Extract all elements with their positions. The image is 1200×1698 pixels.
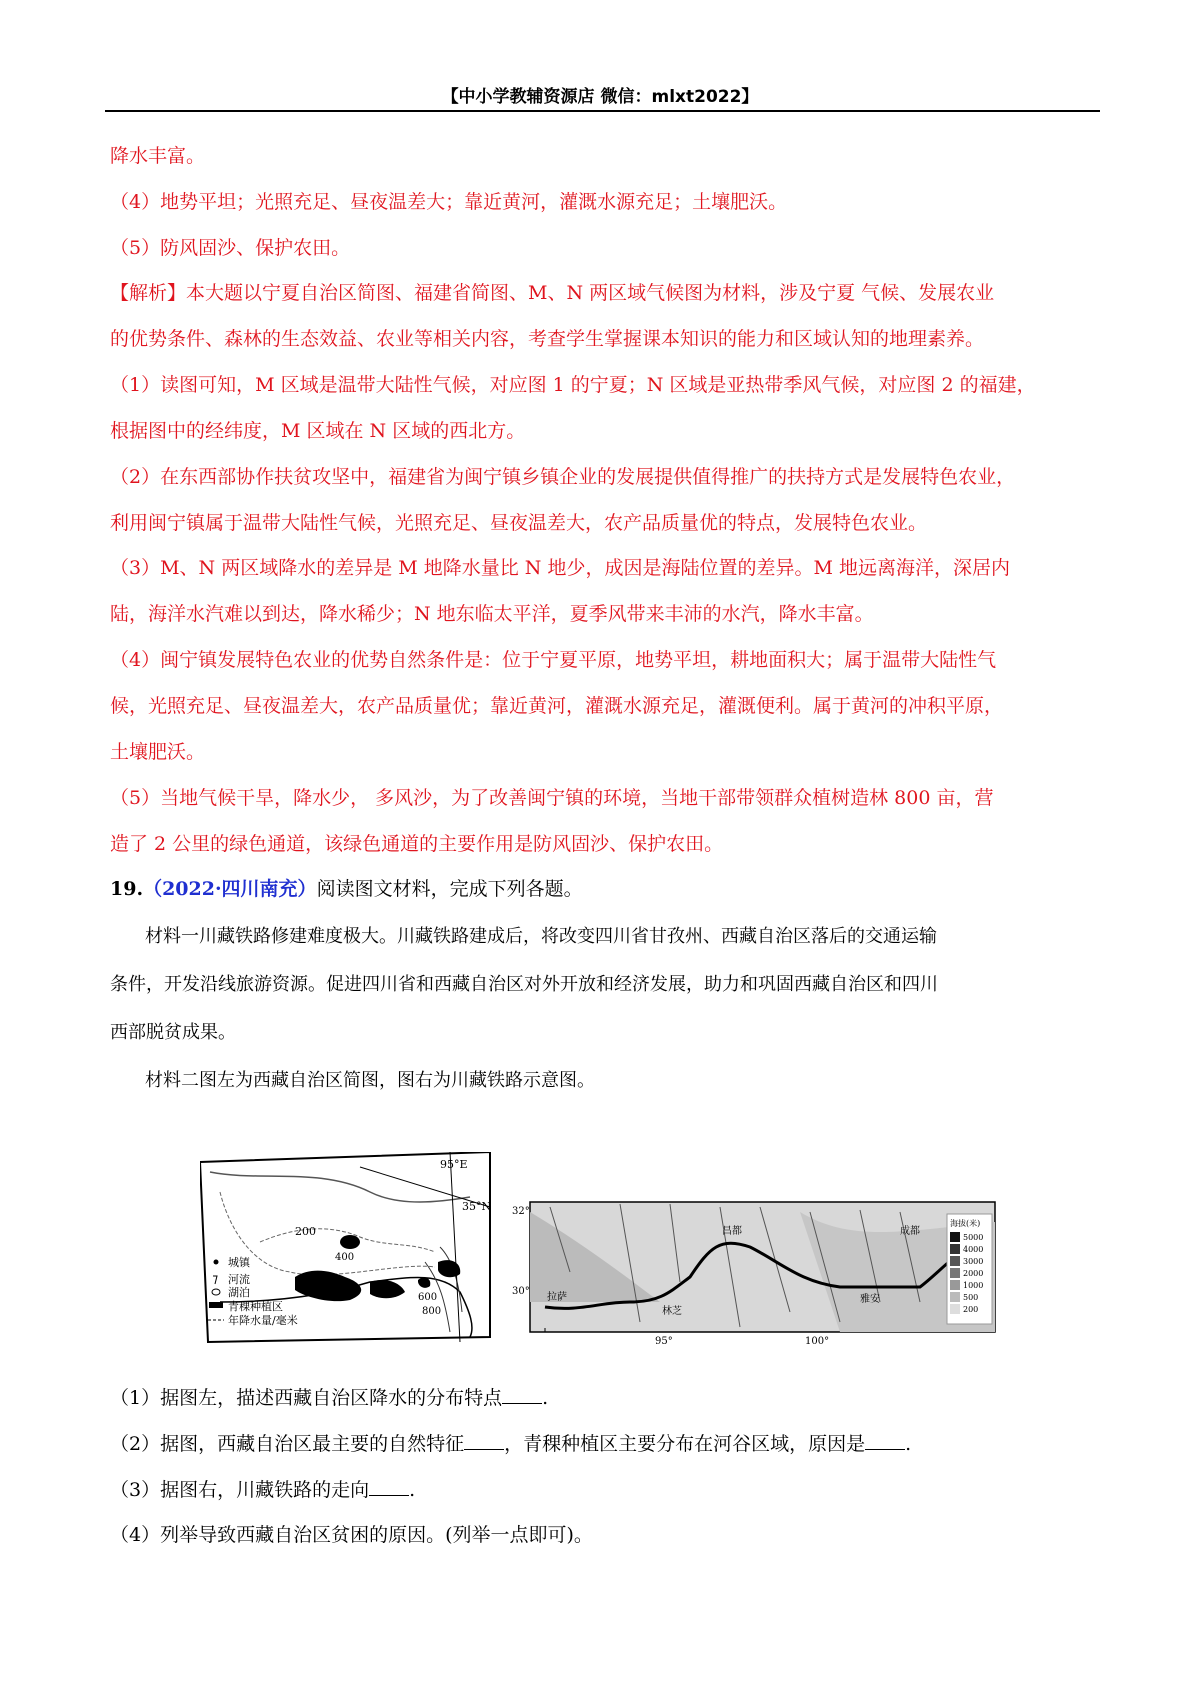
lat-label: 30° bbox=[512, 1286, 530, 1297]
elev-label: 1000 bbox=[963, 1281, 984, 1290]
analysis-line: 【解析】本大题以宁夏自治区简图、福建省简图、M、N 两区域气候图为材料，涉及宁夏 气候、发展农业 bbox=[110, 282, 995, 304]
answer-line: （5）防风固沙、保护农田。 bbox=[110, 237, 351, 259]
page-header: 【中小学教辅资源店 微信：mlxt2022】 bbox=[441, 87, 759, 107]
answer-blank[interactable] bbox=[502, 1385, 542, 1404]
elev-label: 500 bbox=[963, 1293, 979, 1302]
material2-line: 材料二图左为西藏自治区简图，图右为川藏铁路示意图。 bbox=[145, 1070, 595, 1091]
isoline-label: 400 bbox=[335, 1252, 355, 1263]
analysis-line: 根据图中的经纬度，M 区域在 N 区域的西北方。 bbox=[110, 420, 526, 442]
legend-label: 年降水量/毫米 bbox=[228, 1314, 298, 1327]
city-label: 成都 bbox=[900, 1226, 920, 1237]
question-source: （2022·四川南充） bbox=[143, 878, 317, 900]
analysis-line: （3）M、N 两区域降水的差异是 M 地降水量比 N 地少，成因是海陆位置的差异。M 地远离海洋，深居内 bbox=[110, 557, 1010, 579]
sub-question-text: （2）据图，西藏自治区最主要的自然特征 bbox=[110, 1433, 465, 1455]
map-lat-label: 35°N bbox=[462, 1200, 492, 1213]
elev-label: 200 bbox=[963, 1305, 979, 1314]
header-rule bbox=[105, 110, 1100, 112]
elev-label: 5000 bbox=[963, 1233, 984, 1242]
answer-line: 降水丰富。 bbox=[110, 145, 206, 167]
question-19-heading bbox=[110, 877, 583, 901]
sub-question-text: . bbox=[905, 1433, 912, 1455]
city-label: 雅安 bbox=[860, 1294, 880, 1305]
question-prompt: 阅读图文材料，完成下列各题。 bbox=[316, 878, 583, 900]
analysis-line: 利用闽宁镇属于温带大陆性气候，光照充足、昼夜温差大，农产品质量优的特点，发展特色农业。 bbox=[110, 512, 928, 534]
analysis-line: 陆，海洋水汽难以到达，降水稀少；N 地东临太平洋，夏季风带来丰沛的水汽，降水丰富。 bbox=[110, 603, 874, 625]
sub-question-1 bbox=[110, 1385, 548, 1410]
analysis-line: 造了 2 公里的绿色通道，该绿色通道的主要作用是防风固沙、保护农田。 bbox=[110, 833, 724, 855]
isoline-label: 800 bbox=[422, 1306, 442, 1317]
material1-line: 西部脱贫成果。 bbox=[110, 1022, 236, 1043]
answer-blank[interactable] bbox=[369, 1477, 409, 1496]
tibet-map bbox=[200, 1152, 491, 1342]
analysis-line: 候，光照充足、昼夜温差大，农产品质量优；靠近黄河，灌溉水源充足，灌溉便利。属于黄河的冲积平原， bbox=[110, 695, 1004, 717]
analysis-line: 土壤肥沃。 bbox=[110, 741, 206, 763]
city-label: 林芝 bbox=[662, 1306, 682, 1317]
legend-label: 青稞种植区 bbox=[228, 1300, 283, 1313]
railway-map bbox=[512, 1202, 995, 1347]
map-lon-label: 95°E bbox=[440, 1158, 468, 1171]
lon-label: 95° bbox=[655, 1336, 673, 1347]
isoline-label: 600 bbox=[418, 1292, 438, 1303]
sub-question-text: . bbox=[409, 1479, 416, 1501]
sub-question-text: . bbox=[542, 1387, 549, 1409]
elev-label: 3000 bbox=[963, 1257, 984, 1266]
figure-maps bbox=[200, 1152, 1015, 1352]
material1-line: 条件，开发沿线旅游资源。促进四川省和西藏自治区对外开放和经济发展，助力和巩固西藏自治区和四川 bbox=[110, 974, 938, 995]
legend-label: 河流 bbox=[228, 1273, 250, 1286]
material1-line: 材料一川藏铁路修建难度极大。川藏铁路建成后，将改变四川省甘孜州、西藏自治区落后的交通运输 bbox=[145, 926, 937, 947]
lat-label: 32° bbox=[512, 1206, 530, 1217]
legend-label: 城镇 bbox=[228, 1256, 250, 1269]
legend-title: 海拔(米) bbox=[950, 1219, 981, 1228]
sub-question-3 bbox=[110, 1477, 415, 1502]
answer-blank[interactable] bbox=[464, 1431, 504, 1450]
sub-question-2 bbox=[110, 1431, 911, 1456]
sub-question-4: （4）列举导致西藏自治区贫困的原因。(列举一点即可)。 bbox=[110, 1524, 593, 1546]
elev-label: 4000 bbox=[963, 1245, 984, 1254]
analysis-line: （1）读图可知，M 区域是温带大陆性气候，对应图 1 的宁夏；N 区域是亚热带季风气候，对应图 2 的福建， bbox=[110, 374, 1036, 396]
sub-question-text: （1）据图左，描述西藏自治区降水的分布特点 bbox=[110, 1387, 503, 1409]
analysis-line: 的优势条件、森林的生态效益、农业等相关内容，考查学生掌握课本知识的能力和区域认知的地理素养。 bbox=[110, 328, 985, 350]
analysis-line: （5）当地气候干旱，降水少， 多风沙，为了改善闽宁镇的环境，当地干部带领群众植树造林 800 亩，营 bbox=[110, 787, 994, 809]
analysis-line: （2）在东西部协作扶贫攻坚中，福建省为闽宁镇乡镇企业的发展提供值得推广的扶持方式是发展特色农业， bbox=[110, 466, 1016, 488]
analysis-line: （4）闽宁镇发展特色农业的优势自然条件是：位于宁夏平原，地势平坦，耕地面积大；属于温带大陆性气 bbox=[110, 649, 997, 671]
answer-blank[interactable] bbox=[865, 1431, 905, 1450]
sub-question-text: （3）据图右，川藏铁路的走向 bbox=[110, 1479, 370, 1501]
sub-question-text: ，青稞种植区主要分布在河谷区域，原因是 bbox=[504, 1433, 866, 1455]
city-label: 昌都 bbox=[722, 1226, 742, 1237]
city-label: 拉萨 bbox=[547, 1292, 567, 1303]
question-number: 19. bbox=[110, 878, 144, 900]
lon-label: 100° bbox=[805, 1336, 830, 1347]
answer-line: （4）地势平坦；光照充足、昼夜温差大；靠近黄河，灌溉水源充足；土壤肥沃。 bbox=[110, 191, 788, 213]
legend-label: 湖泊 bbox=[228, 1286, 250, 1299]
isoline-label: 200 bbox=[295, 1225, 316, 1238]
elev-label: 2000 bbox=[963, 1269, 984, 1278]
